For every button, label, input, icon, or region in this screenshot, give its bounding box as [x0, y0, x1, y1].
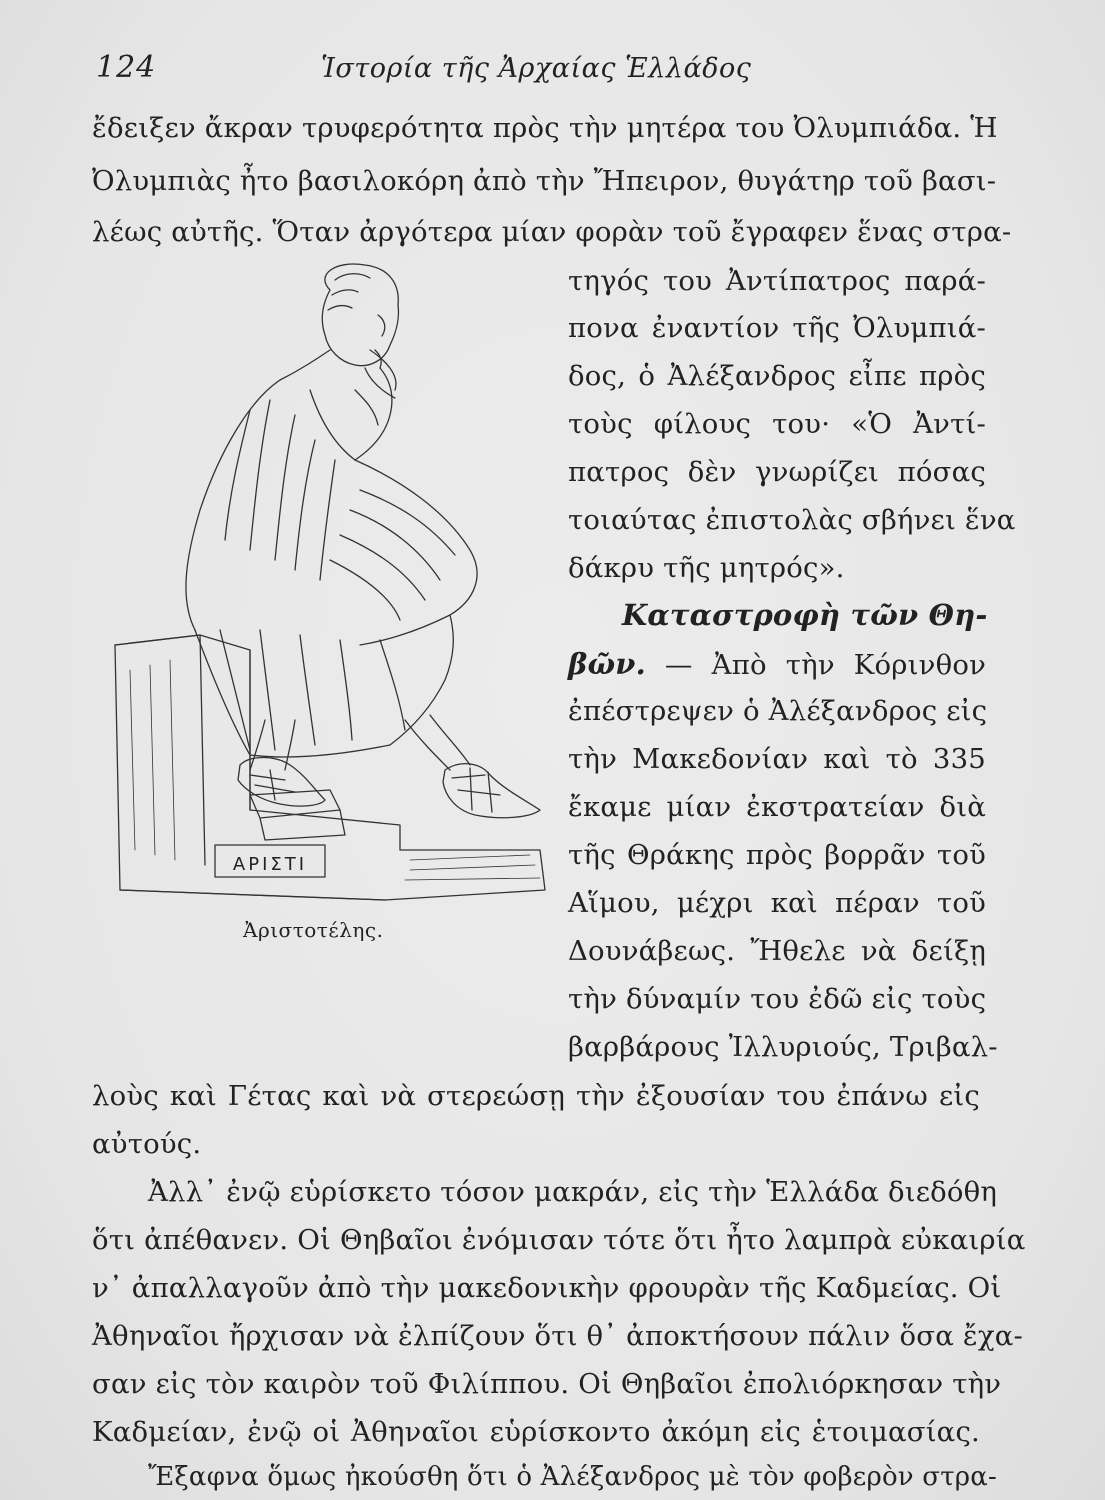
text-line: τοὺς φίλους του· «Ὁ Ἀντί-: [568, 408, 986, 440]
page-number: 124: [96, 50, 157, 85]
text-line: Ἀθηναῖοι ἤρχισαν νὰ ἐλπίζουν ὅτι θ᾽ ἀποκτήσουν πάλιν ὅσα ἔχα-: [92, 1320, 1024, 1352]
aristotle-statue-illustration: [100, 250, 560, 930]
text-line: λοὺς καὶ Γέτας καὶ νὰ στερεώσῃ τὴν ἐξουσίαν του ἐπάνω εἰς: [92, 1080, 980, 1112]
text-line: Ἔξαφνα ὅμως ἠκούσθη ὅτι ὁ Ἀλέξανδρος μὲ τὸν φοβερὸν στρα-: [148, 1462, 998, 1492]
text-line: τοιαύτας ἐπιστολὰς σβήνει ἕνα: [568, 504, 1016, 536]
section-heading-continued: [568, 647, 986, 681]
text-line: τὴν δύναμίν του ἐδῶ εἰς τοὺς: [568, 983, 987, 1015]
text-line: Δουνάβεως. Ἤθελε νὰ δείξῃ: [568, 935, 986, 967]
running-title: Ἱστορία τῆς Ἀρχαίας Ἑλλάδος: [321, 53, 752, 84]
section-heading: Καταστροφὴ τῶν Θη-: [622, 598, 988, 632]
statue-drawing: [100, 250, 560, 930]
text-line: λέως αὐτῆς. Ὅταν ἀργότερα μίαν φορὰν τοῦ ἔγραφεν ἕνας στρα-: [92, 216, 1012, 248]
text-line: δάκρυ τῆς μητρός».: [568, 552, 845, 584]
statue-inscription: ΑΡΙΣΤΙ: [232, 854, 308, 875]
text-line: πατρος δὲν γνωρίζει πόσας: [568, 456, 986, 488]
text-line: τῆς Θράκης πρὸς βορρᾶν τοῦ: [568, 839, 986, 871]
text-line: Ἀλλ᾽ ἐνῷ εὑρίσκετο τόσον μακράν, εἰς τὴν Ἑλλάδα διεδόθη: [148, 1176, 998, 1208]
text-line: Καδμείαν, ἐνῷ οἱ Ἀθηναῖοι εὑρίσκοντο ἀκόμη εἰς ἑτοιμασίας.: [92, 1416, 980, 1448]
text-line: Αἵμου, μέχρι καὶ πέραν τοῦ: [568, 887, 986, 919]
text-line: τὴν Μακεδονίαν καὶ τὸ 335: [568, 743, 986, 775]
text-line: σαν εἰς τὸν καιρὸν τοῦ Φιλίππου. Οἱ Θηβαῖοι ἐπολιόρκησαν τὴν: [92, 1368, 1002, 1400]
figure-caption: Ἀριστοτέλης.: [243, 918, 384, 942]
text-line: Ὀλυμπιὰς ἦτο βασιλοκόρη ἀπὸ τὴν Ἤπειρον, θυγάτηρ τοῦ βασι-: [92, 165, 997, 197]
text-line: ν᾽ ἀπαλλαγοῦν ἀπὸ τὴν μακεδονικὴν φρουρὰν τῆς Καδμείας. Οἱ: [92, 1272, 1002, 1304]
text-line: αὐτούς.: [92, 1128, 202, 1160]
text-line: τηγός του Ἀντίπατρος παρά-: [568, 265, 986, 297]
text-line: ἐπέστρεψεν ὁ Ἀλέξανδρος εἰς: [568, 695, 988, 727]
text-fragment: — Ἀπὸ τὴν Κόρινθον: [645, 649, 986, 681]
text-line: δος, ὁ Ἀλέξανδρος εἶπε πρὸς: [568, 360, 986, 392]
text-line: πονα ἐναντίον τῆς Ὀλυμπιά-: [568, 312, 986, 344]
section-heading-end: βῶν.: [568, 647, 646, 681]
text-line: ἔδειξεν ἄκραν τρυφερότητα πρὸς τὴν μητέρα του Ὀλυμπιάδα. Ἡ: [92, 112, 998, 144]
text-line: ὅτι ἀπέθανεν. Οἱ Θηβαῖοι ἐνόμισαν τότε ὅτι ἦτο λαμπρὰ εὐκαιρία: [92, 1224, 1026, 1256]
text-line: βαρβάρους Ἰλλυριούς, Τριβαλ-: [568, 1031, 998, 1063]
page-header: [96, 50, 976, 94]
text-line: ἔκαμε μίαν ἐκστρατείαν διὰ: [568, 791, 986, 823]
